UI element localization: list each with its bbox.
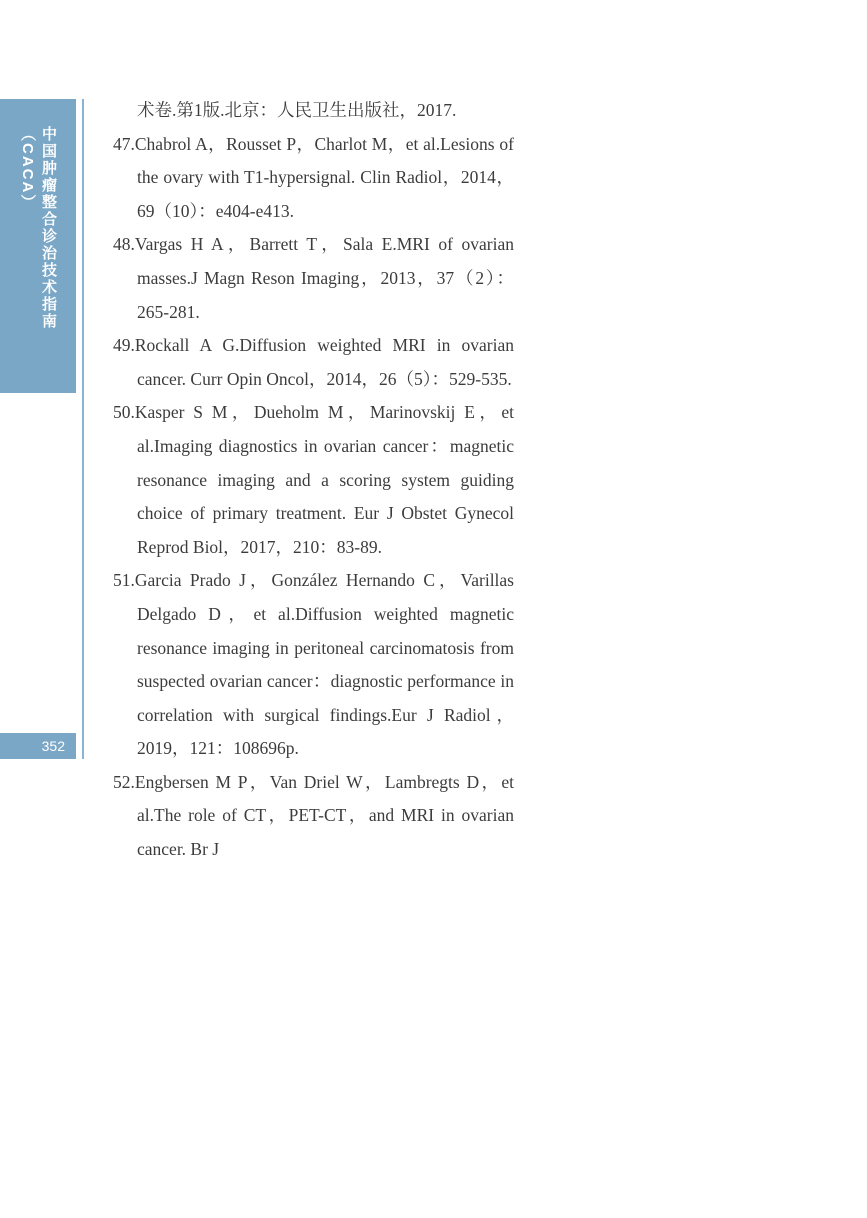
reference-continuation-line: 术卷.第1版.北京：人民卫生出版社，2017. [137,100,457,120]
reference-text: Kasper S M，Dueholm M，Marinovskij E，et al.Imaging diagnostics in ovarian cancer：magnetic resonance imaging and a scoring system guiding choice of primary treatment. Eur J Obstet Gynecol Reprod Biol，2017，210：83-89. [134,402,514,557]
reference-text: Rockall A G.Diffusion weighted MRI in ovarian cancer. Curr Opin Oncol，2014，26（5）：529-535. [134,335,514,389]
reference-number: 48. [113,234,135,255]
reference-item-50 [113,396,514,564]
reference-number: 49. [113,335,135,356]
references-list [113,94,514,867]
reference-item-47 [113,128,514,229]
page-number: 352 [41,738,65,754]
reference-item-52 [113,766,514,867]
book-title-sidebar [0,99,76,393]
book-title-vertical-text: 中国肿瘤整合诊治技术指南（CACA） [19,126,57,330]
reference-number: 51. [113,570,135,591]
reference-item-51 [113,564,514,766]
reference-text: Garcia Prado J，González Hernando C，Varillas Delgado D，et al.Diffusion weighted magnetic resonance imaging in peritoneal carcinomatosis from suspected ovarian cancer：diagnostic performance in correlation with surgical findings.Eur J Radiol，2019，121：108696p. [134,570,514,759]
reference-text: Engbersen M P，Van Driel W，Lambregts D，et al.The role of CT，PET-CT，and MRI in ovarian cancer. Br J [134,771,514,860]
reference-number: 50. [113,402,135,423]
reference-number: 47. [113,133,135,154]
reference-number: 52. [113,771,135,792]
reference-text: Vargas H A，Barrett T，Sala E.MRI of ovarian masses.J Magn Reson Imaging，2013，37（2）：265-281. [134,234,514,322]
reference-item-48 [113,228,514,329]
sidebar-divider-line [82,99,84,759]
reference-text: Chabrol A，Rousset P，Charlot M，et al.Lesions of the ovary with T1-hypersignal. Clin Radiol，2014，69（10）：e404-e413. [134,133,514,221]
page-number-badge [0,733,76,759]
reference-item-49 [113,329,514,396]
